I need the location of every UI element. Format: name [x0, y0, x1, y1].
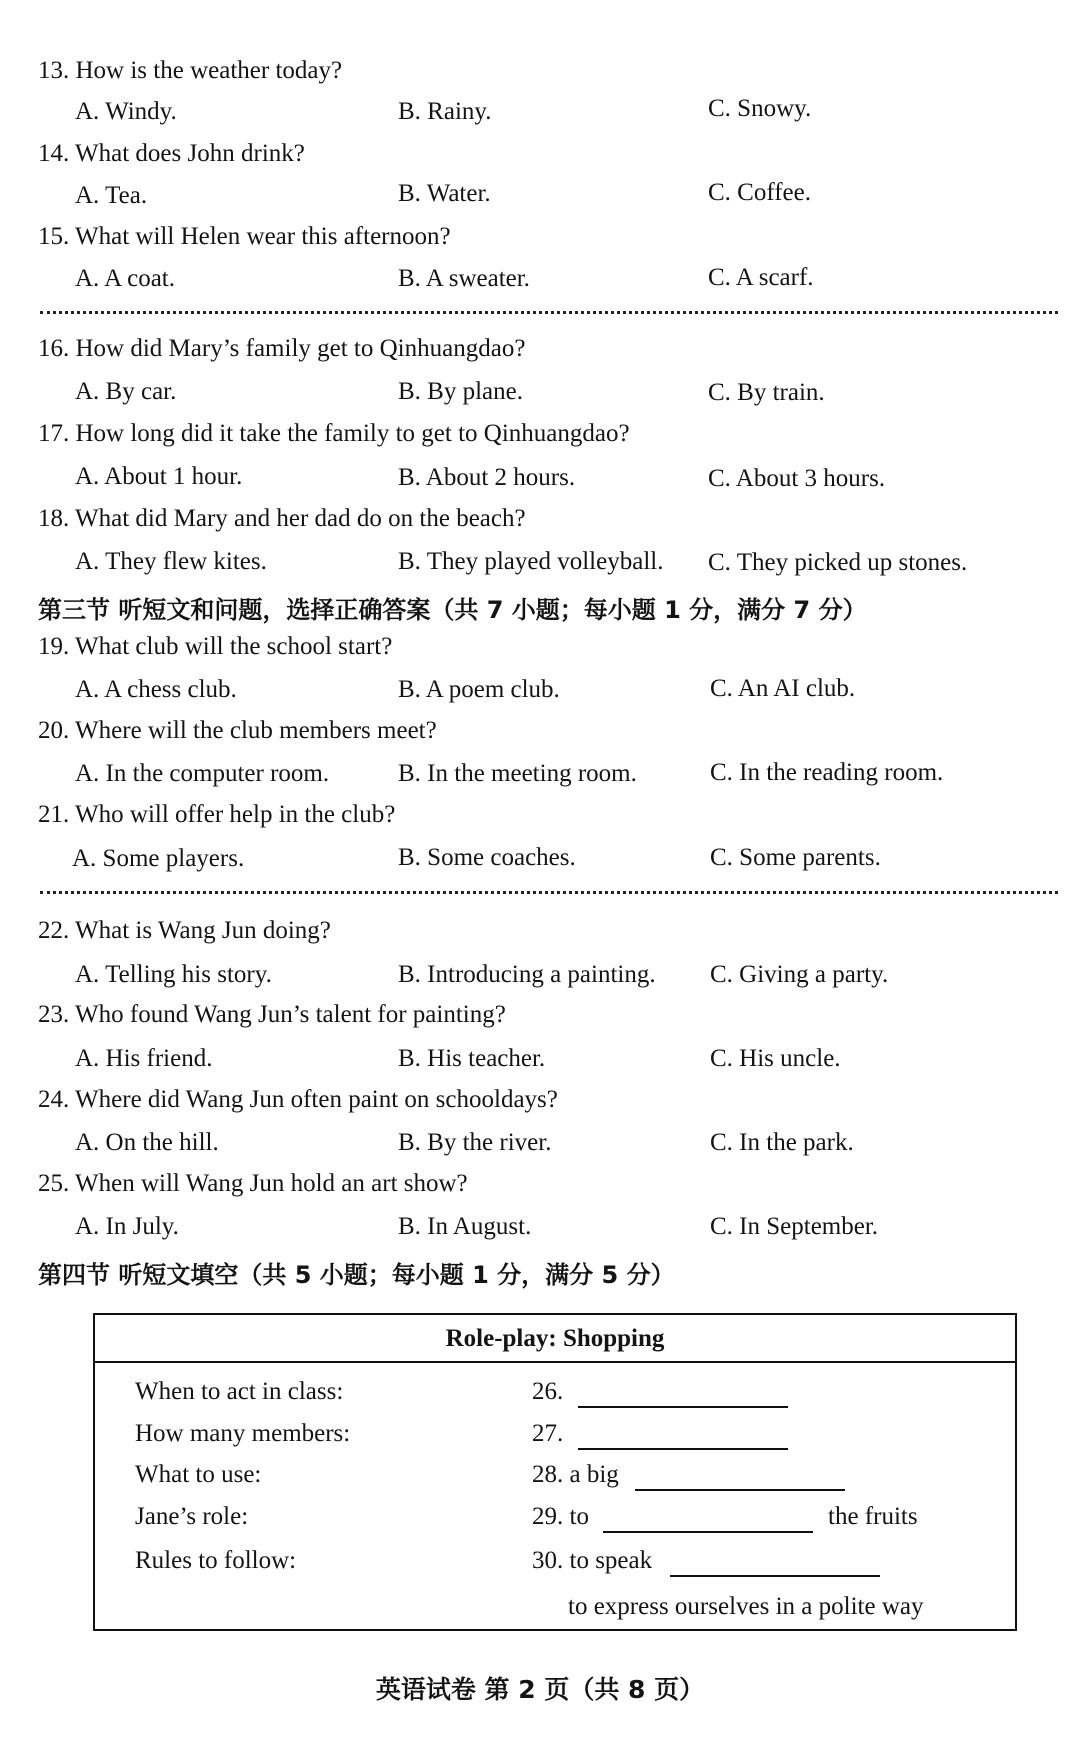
option-15-a: A. A coat.	[75, 265, 175, 292]
row-label-27: How many members:	[135, 1420, 351, 1447]
option-24-b: B. By the river.	[398, 1129, 552, 1156]
option-16-b: B. By plane.	[398, 378, 523, 405]
option-21-a: A. Some players.	[72, 845, 245, 872]
option-20-b: B. In the meeting room.	[398, 760, 637, 787]
option-23-c: C. His uncle.	[710, 1045, 841, 1072]
option-20-c: C. In the reading room.	[710, 759, 944, 786]
role-play-table	[93, 1313, 1017, 1631]
table-header	[95, 1315, 1015, 1363]
table-title: Role-play: Shopping	[445, 1325, 665, 1352]
option-22-c: C. Giving a party.	[710, 961, 889, 988]
question-22: 22. What is Wang Jun doing?	[38, 917, 331, 944]
question-24: 24. Where did Wang Jun often paint on schooldays?	[38, 1086, 558, 1113]
option-22-b: B. Introducing a painting.	[398, 961, 656, 988]
answer-blank-26[interactable]	[578, 1406, 788, 1408]
question-15: 15. What will Helen wear this afternoon?	[38, 223, 451, 250]
option-24-c: C. In the park.	[710, 1129, 854, 1156]
row-label-28: What to use:	[135, 1461, 262, 1488]
option-21-c: C. Some parents.	[710, 844, 881, 871]
option-13-c: C. Snowy.	[708, 95, 812, 122]
row-prefix-29: 29. to	[532, 1503, 589, 1530]
option-20-a: A. In the computer room.	[75, 760, 330, 787]
option-19-b: B. A poem club.	[398, 676, 560, 703]
option-13-b: B. Rainy.	[398, 98, 492, 125]
option-25-c: C. In September.	[710, 1213, 879, 1240]
dotted-divider	[40, 891, 1058, 894]
option-25-a: A. In July.	[75, 1213, 179, 1240]
option-14-b: B. Water.	[398, 180, 491, 207]
question-17: 17. How long did it take the family to get to Qinhuangdao?	[38, 420, 630, 447]
option-21-b: B. Some coaches.	[398, 844, 576, 871]
question-21: 21. Who will offer help in the club?	[38, 801, 396, 828]
option-17-b: B. About 2 hours.	[398, 464, 576, 491]
option-18-a: A. They flew kites.	[75, 548, 267, 575]
option-17-c: C. About 3 hours.	[708, 465, 886, 492]
question-20: 20. Where will the club members meet?	[38, 717, 437, 744]
question-19: 19. What club will the school start?	[38, 633, 393, 660]
page-footer: 英语试卷 第 2 页（共 8 页）	[375, 1675, 705, 1704]
question-14: 14. What does John drink?	[38, 140, 305, 167]
row-label-30: Rules to follow:	[135, 1547, 297, 1574]
section-3-heading: 第三节 听短文和问题，选择正确答案（共 7 小题；每小题 1 分，满分 7 分）	[38, 596, 867, 624]
question-13: 13. How is the weather today?	[38, 57, 343, 84]
row-prefix-28: 28. a big	[532, 1461, 619, 1488]
row-suffix-29: the fruits	[828, 1503, 918, 1530]
option-13-a: A. Windy.	[75, 98, 177, 125]
option-15-c: C. A scarf.	[708, 264, 814, 291]
answer-blank-27[interactable]	[578, 1448, 788, 1450]
row-prefix-27: 27.	[532, 1420, 564, 1447]
row-prefix-30: 30. to speak	[532, 1547, 653, 1574]
option-18-b: B. They played volleyball.	[398, 548, 664, 575]
row-prefix-26: 26.	[532, 1378, 564, 1405]
section-4-heading: 第四节 听短文填空（共 5 小题；每小题 1 分，满分 5 分）	[38, 1261, 675, 1289]
option-17-a: A. About 1 hour.	[75, 463, 243, 490]
option-18-c: C. They picked up stones.	[708, 549, 968, 576]
answer-blank-29[interactable]	[603, 1531, 813, 1533]
option-23-b: B. His teacher.	[398, 1045, 546, 1072]
option-23-a: A. His friend.	[75, 1045, 213, 1072]
option-25-b: B. In August.	[398, 1213, 532, 1240]
question-18: 18. What did Mary and her dad do on the beach?	[38, 505, 526, 532]
answer-blank-30[interactable]	[670, 1575, 880, 1577]
question-25: 25. When will Wang Jun hold an art show?	[38, 1170, 468, 1197]
row-30-continuation: to express ourselves in a polite way	[568, 1593, 924, 1620]
option-24-a: A. On the hill.	[75, 1129, 219, 1156]
dotted-divider	[40, 311, 1058, 314]
option-16-a: A. By car.	[75, 378, 177, 405]
question-16: 16. How did Mary’s family get to Qinhuangdao?	[38, 335, 526, 362]
option-14-a: A. Tea.	[75, 182, 148, 209]
option-14-c: C. Coffee.	[708, 179, 811, 206]
option-19-c: C. An AI club.	[710, 675, 856, 702]
option-19-a: A. A chess club.	[75, 676, 237, 703]
option-16-c: C. By train.	[708, 379, 825, 406]
row-label-26: When to act in class:	[135, 1378, 344, 1405]
option-15-b: B. A sweater.	[398, 265, 530, 292]
question-23: 23. Who found Wang Jun’s talent for painting?	[38, 1001, 506, 1028]
answer-blank-28[interactable]	[635, 1489, 845, 1491]
row-label-29: Jane’s role:	[135, 1503, 249, 1530]
option-22-a: A. Telling his story.	[75, 961, 272, 988]
